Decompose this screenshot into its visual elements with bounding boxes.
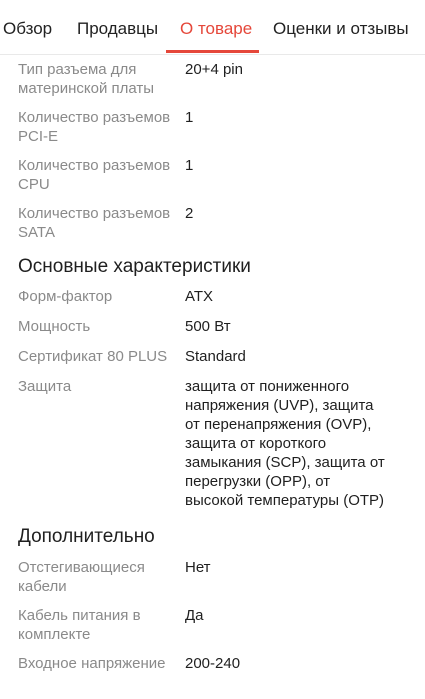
spec-row-80plus	[0, 347, 425, 366]
spec-label: Количество разъемов SATA	[18, 205, 171, 241]
spec-label: Входное напряжение	[18, 655, 166, 672]
specifications	[0, 54, 425, 673]
spec-row-form-factor	[0, 287, 425, 306]
spec-value: 1	[185, 157, 194, 174]
spec-value: защита от пониженного напряжения (UVP), защита от перенапряжения (OVP), защита от короткого замыкания (SCP), защита от перегрузки (OPP), от высокой температуры (OTP)	[185, 378, 385, 509]
spec-label: Защита	[18, 378, 72, 395]
spec-label: Мощность	[18, 318, 91, 335]
spec-value: ATX	[185, 288, 214, 305]
spec-row-protection	[0, 377, 425, 510]
tab-sellers[interactable]: Продавцы	[77, 19, 159, 38]
spec-label: Отстегивающиеся кабели	[18, 559, 145, 595]
spec-row-detachable-cables	[0, 558, 425, 596]
spec-row-input-voltage	[0, 654, 425, 673]
tab-reviews[interactable]: Оценки и отзывы	[273, 19, 409, 38]
spec-row-power-cable	[0, 606, 425, 644]
spec-row-pcie-count	[0, 108, 425, 146]
active-tab-indicator	[166, 50, 259, 53]
spec-value: 200-240	[185, 655, 241, 672]
spec-label: Тип разъема для материнской платы	[18, 61, 155, 97]
section-title-additional: Дополнительно	[18, 526, 155, 547]
spec-value: Нет	[185, 559, 211, 576]
spec-row-power	[0, 317, 425, 336]
spec-value: Standard	[185, 348, 246, 365]
spec-value: 2	[185, 205, 194, 222]
spec-row-sata-count	[0, 204, 425, 242]
spec-value: 1	[185, 109, 194, 126]
tab-about-product[interactable]: О товаре	[180, 19, 253, 38]
spec-label: Кабель питания в комплекте	[18, 607, 141, 643]
spec-label: Количество разъемов CPU	[18, 157, 171, 193]
spec-label: Форм-фактор	[18, 288, 113, 305]
tab-overview[interactable]: Обзор	[3, 19, 53, 38]
section-title-main-specs: Основные характеристики	[18, 256, 251, 277]
spec-value: Да	[185, 607, 204, 624]
spec-row-motherboard-connector	[0, 60, 425, 98]
spec-label: Сертификат 80 PLUS	[18, 348, 168, 365]
spec-value: 500 Вт	[185, 318, 231, 335]
tab-bar	[0, 0, 425, 55]
spec-label: Количество разъемов PCI-E	[18, 109, 171, 145]
spec-value: 20+4 pin	[185, 61, 243, 78]
spec-row-cpu-count	[0, 156, 425, 194]
